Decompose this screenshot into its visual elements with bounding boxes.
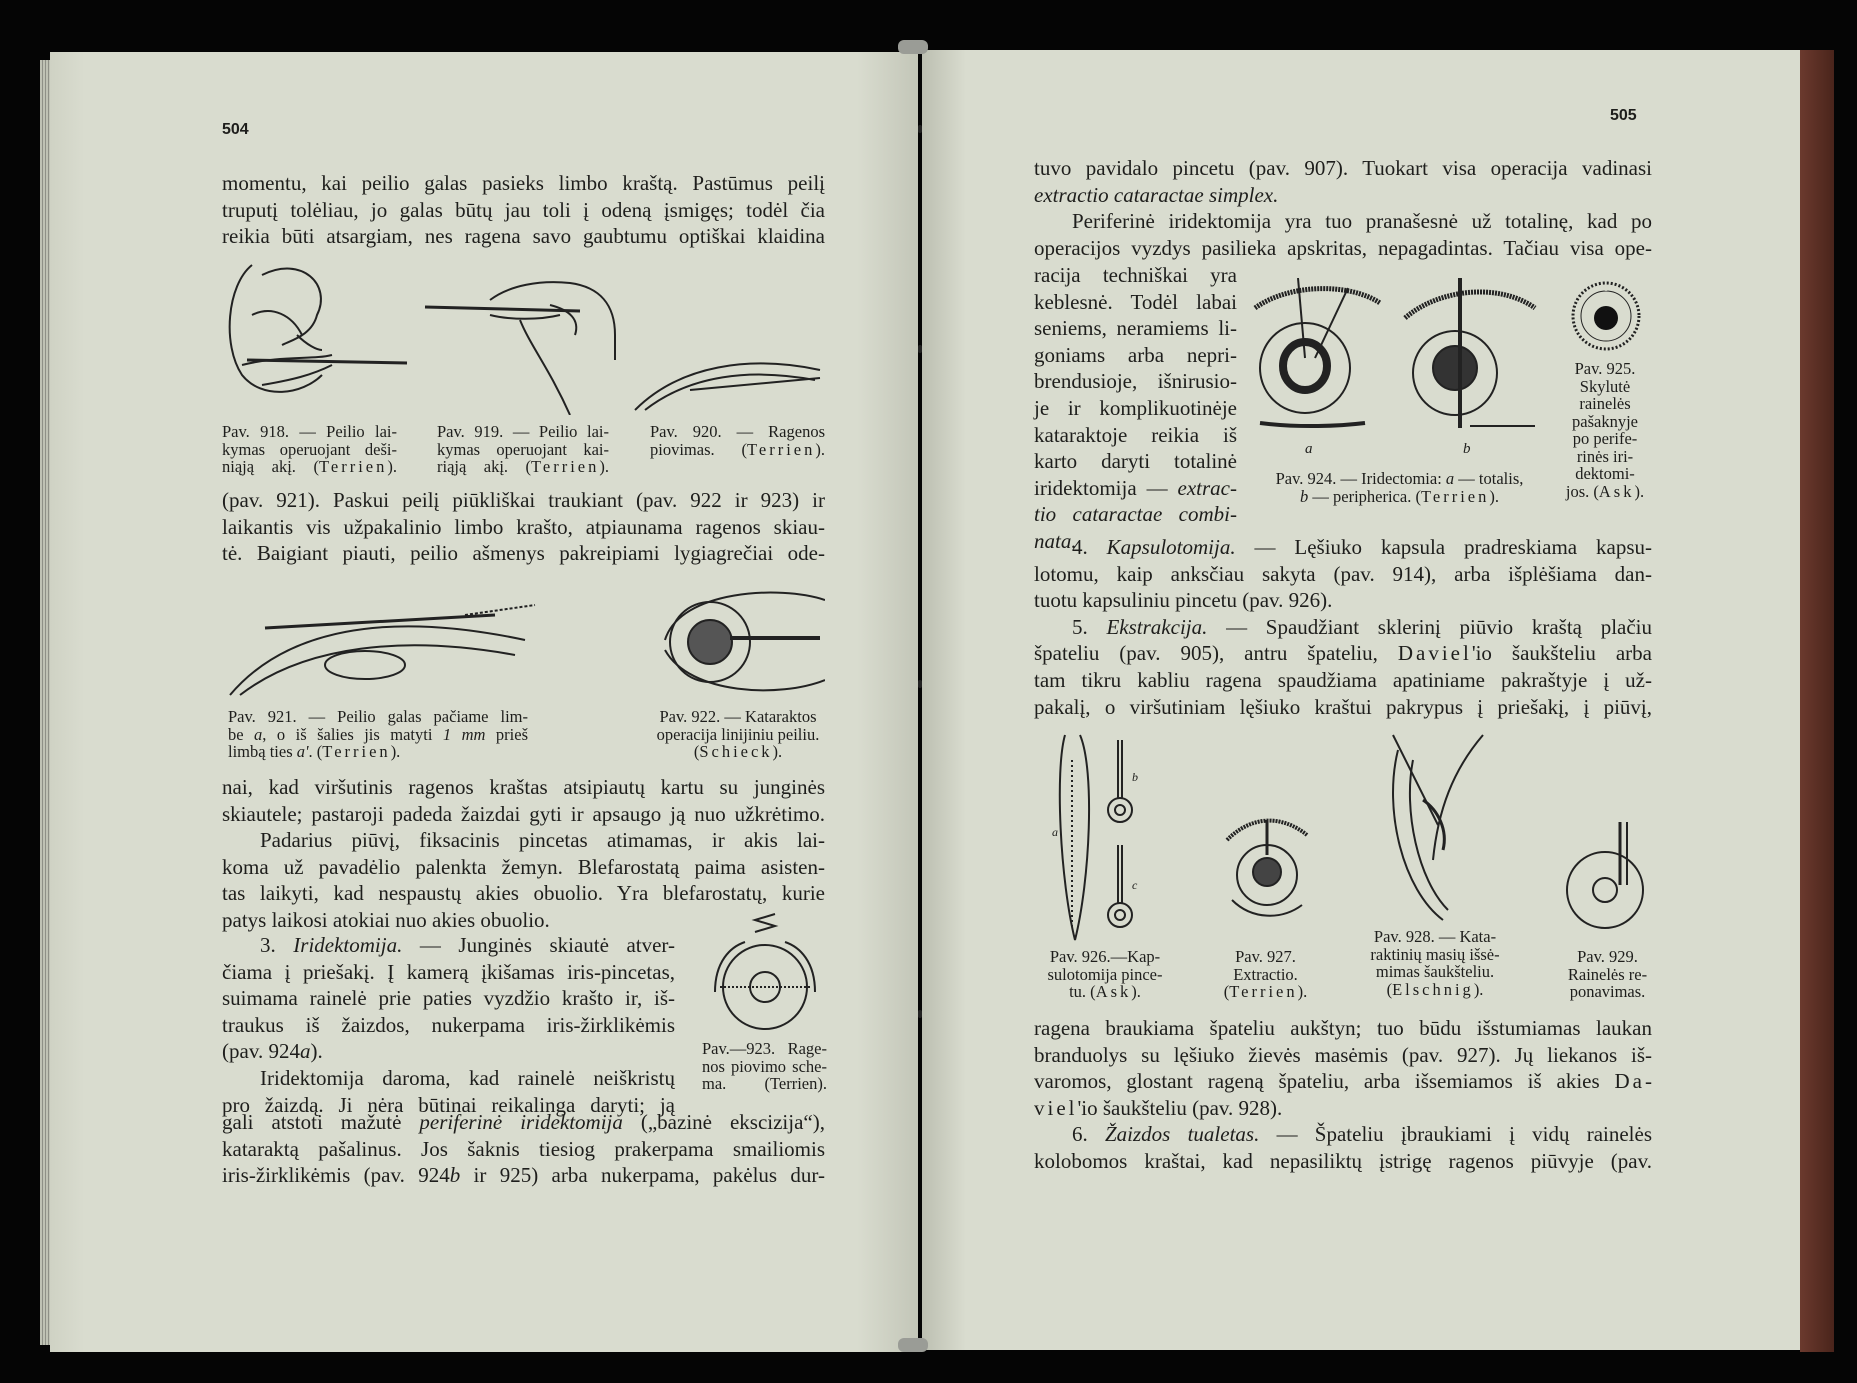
text-segment: ragena braukiama špateliu aukštyn; tuo būdu išstumiamas laukan xyxy=(1034,1016,1652,1040)
subfigure-label: a xyxy=(1305,441,1313,457)
text-line xyxy=(1034,422,1237,449)
text-segment: iridektomija — xyxy=(1034,475,1178,500)
text-line xyxy=(222,774,825,801)
italic-text: extractio cataractae simplex. xyxy=(1034,182,1279,207)
text-segment: tu. ( xyxy=(1069,982,1096,1001)
text-segment: prieš xyxy=(485,724,528,744)
text-line xyxy=(1360,946,1510,964)
caption-fig-928 xyxy=(1360,928,1510,998)
text-segment: Skylutė xyxy=(1579,376,1631,396)
text-segment: — Spaudžiant sklerinį piūvio kraštą plačiu xyxy=(1207,614,1653,639)
caption-fig-918 xyxy=(222,423,397,476)
text-line xyxy=(1034,235,1652,262)
italic-text: a xyxy=(1445,469,1455,488)
text-segment: tas laikyti, kad nespaustų akies obuolio. Yra blefarostatų, kurie xyxy=(222,881,825,906)
italic-text: nata. xyxy=(1034,528,1077,553)
text-segment: sulotomija pince- xyxy=(1047,964,1163,984)
text-segment: 'io šaukšteliu arba xyxy=(1471,641,1652,666)
text-segment: 6. xyxy=(1072,1122,1105,1147)
text-segment: traukus iš žaizdos, nukerpama iris-žirklikėmis xyxy=(222,1012,675,1037)
caption-fig-927 xyxy=(1198,948,1333,1001)
text-segment: racija techniškai yra xyxy=(1034,263,1237,287)
spaced-author-name: Terrien xyxy=(1420,486,1490,506)
text-segment: momentu, kai peilio galas pasieks limbo kraštą. Pastūmus peilį xyxy=(222,171,825,195)
text-line xyxy=(1555,395,1655,413)
subfigure-label: a xyxy=(1052,825,1058,839)
text-segment: (pav. 921). Paskui peilį piūkliškai traukiant (pav. 922 ir 923) ir xyxy=(222,488,825,512)
caption-fig-929 xyxy=(1550,948,1665,1001)
text-segment: tė. Baigiant piauti, peilio ašmenys pakreipiami lygiagrečiai ode- xyxy=(222,541,825,566)
text-segment: Pav. 918. — Peilio lai- xyxy=(222,422,397,441)
text-segment: mimas šaukšteliu. xyxy=(1375,962,1495,981)
text-line xyxy=(1034,1148,1652,1175)
text-segment: goniams arba nepri- xyxy=(1034,342,1237,367)
text-segment: brendusioje, išnirusio- xyxy=(1034,369,1237,394)
paragraph-iridektomija xyxy=(222,932,675,1118)
text-segment: ). xyxy=(1297,982,1308,1001)
text-segment: koma už pavadėlio palenkta žemyn. Blefarostatą paima asisten- xyxy=(222,854,825,879)
text-line xyxy=(1555,413,1655,431)
text-segment: nos piovimo sche- xyxy=(702,1056,827,1076)
paragraph xyxy=(222,170,825,250)
text-line xyxy=(222,932,675,959)
italic-text: Ekstrakcija. xyxy=(1106,614,1208,639)
text-segment: — Špateliu įbraukiami į vidų rainelės xyxy=(1259,1122,1652,1147)
text-segment: ). xyxy=(1131,982,1141,1001)
text-line xyxy=(222,985,675,1012)
text-segment: branduolys su lęšiuko žievės masėmis (pav. 927). Jų liekanos iš- xyxy=(1034,1042,1652,1067)
text-line xyxy=(1555,448,1655,466)
spaced-author-name: viel xyxy=(1034,1095,1078,1120)
text-segment: Iridektomija daroma, kad rainelė neiškristų xyxy=(260,1065,675,1090)
text-line xyxy=(702,1040,827,1058)
text-segment: iris-žirklikėmis (pav. 924 xyxy=(222,1163,450,1188)
text-line xyxy=(222,1136,825,1163)
paragraph xyxy=(222,487,825,567)
text-line xyxy=(1034,182,1652,209)
text-line xyxy=(1034,1121,1652,1148)
text-line xyxy=(228,708,528,726)
italic-text: b xyxy=(449,1163,461,1188)
caption-fig-925 xyxy=(1555,360,1655,500)
text-line xyxy=(222,827,825,854)
text-line xyxy=(222,1038,675,1065)
text-segment: ( xyxy=(1223,982,1230,1001)
figure-928-spoon-removal xyxy=(1383,730,1493,930)
stitch-mark xyxy=(918,345,922,353)
figure-924a-total-iridectomy xyxy=(1250,278,1385,457)
text-segment: riąją akį. ( xyxy=(437,457,531,476)
text-line xyxy=(1034,289,1237,316)
text-line xyxy=(1550,966,1665,984)
text-line xyxy=(648,743,828,761)
paragraph xyxy=(1034,155,1652,261)
text-segment: tuotu kapsuliniu pincetu (pav. 926). xyxy=(1034,588,1333,613)
text-segment: špateliu (pav. 905), antru špateliu, xyxy=(1034,641,1398,666)
figure-924b-peripheral-iridectomy xyxy=(1400,278,1540,457)
text-segment: keblesnė. Todėl labai xyxy=(1034,289,1237,314)
text-segment: Pav. 929. xyxy=(1577,947,1638,966)
text-line xyxy=(1034,1068,1652,1095)
text-line xyxy=(1034,342,1237,369)
text-segment: ir 925) arba nukerpama, pakėlus dur- xyxy=(460,1163,825,1188)
text-segment: 4. xyxy=(1072,535,1107,559)
text-segment: Pav. 924. — Iridectomia: xyxy=(1275,469,1446,488)
paragraph xyxy=(1034,1015,1652,1175)
text-segment: pašaknyje xyxy=(1572,411,1638,431)
text-line xyxy=(1034,1042,1652,1069)
text-segment: Pav. 920. — Ragenos xyxy=(650,422,825,441)
text-segment: tam tikru kabliu ragena spaudžiama apatiniame pakraštyje į už- xyxy=(1034,667,1652,692)
subfigure-label: b xyxy=(1132,770,1138,784)
text-line xyxy=(1040,948,1170,966)
text-segment: - xyxy=(1645,1069,1652,1094)
text-line xyxy=(702,1058,827,1076)
text-line xyxy=(1198,966,1333,984)
text-line xyxy=(437,458,609,476)
figure-919-hand-holding-knife xyxy=(420,275,620,415)
text-line xyxy=(1360,981,1510,999)
text-segment: raktinių masių išsė- xyxy=(1370,944,1500,964)
text-segment: — peripherica. ( xyxy=(1308,486,1421,506)
text-line xyxy=(222,197,825,224)
text-segment: limbą ties xyxy=(228,742,297,761)
text-line xyxy=(222,854,825,881)
text-segment: Pav. 919. — Peilio lai- xyxy=(437,422,609,441)
text-segment: truputį tolėliau, jo galas būtų jau toli į odeną įsmigęs; todėl čia xyxy=(222,197,825,222)
text-segment: patys laikosi atokiai nuo akies obuolio. xyxy=(222,907,550,932)
italic-text: a xyxy=(254,724,263,744)
caption-fig-921 xyxy=(228,708,528,761)
text-line xyxy=(1034,614,1652,641)
text-line xyxy=(222,1065,675,1092)
italic-text: Iridektomija. xyxy=(293,933,403,957)
italic-text: Kapsulotomija. xyxy=(1106,535,1236,559)
spaced-author-name: Terrien xyxy=(530,457,600,476)
text-segment: — Lęšiuko kapsula pradreskiama kapsu- xyxy=(1235,535,1652,559)
text-segment: („bazinė ekscizija“), xyxy=(622,1110,825,1134)
text-segment: ( xyxy=(693,742,700,761)
text-line xyxy=(437,441,609,459)
text-segment: ). xyxy=(815,439,825,459)
text-line xyxy=(1040,983,1170,1001)
page-number: 504 xyxy=(222,121,249,138)
text-line xyxy=(222,959,675,986)
text-segment: ). xyxy=(310,1039,323,1064)
text-segment: operacija linijiniu peiliu. xyxy=(656,724,820,744)
figure-926-capsule-forceps xyxy=(1050,730,1140,945)
page-number: 505 xyxy=(1610,107,1637,124)
text-segment: be xyxy=(228,724,255,744)
text-segment: Pav.—923. Rage- xyxy=(702,1039,827,1058)
text-segment: 5. xyxy=(1072,614,1107,639)
italic-text: Žaizdos tualetas. xyxy=(1104,1122,1260,1147)
text-line xyxy=(222,801,825,828)
text-line xyxy=(1360,928,1510,946)
text-segment: ). xyxy=(599,457,609,476)
text-segment: Rainelės re- xyxy=(1567,964,1648,984)
text-line xyxy=(1198,983,1333,1001)
caption-fig-924 xyxy=(1252,470,1547,505)
paragraph-narrow xyxy=(1034,262,1237,555)
caption-fig-926 xyxy=(1040,948,1170,1001)
figure-918-hand-holding-knife xyxy=(222,255,412,415)
text-segment: (pav. 924 xyxy=(222,1039,300,1064)
text-segment: reikia būti atsargiam, nes ragena savo gaubtumu optiškai klaidina xyxy=(222,224,825,249)
spaced-author-name: Terrien xyxy=(746,439,816,459)
text-line xyxy=(1252,470,1547,488)
stitch-mark xyxy=(918,125,922,133)
text-line xyxy=(222,1109,825,1136)
text-segment: — totalis, xyxy=(1454,469,1524,488)
text-line xyxy=(650,441,825,459)
text-line xyxy=(1555,430,1655,448)
spaced-author-name: Schieck xyxy=(699,742,773,761)
subfigure-label: c xyxy=(1132,878,1138,892)
spaced-author-name: Ask xyxy=(1598,481,1635,501)
text-segment: Pav. 926.—Kap- xyxy=(1049,947,1161,966)
text-line xyxy=(648,708,828,726)
text-line xyxy=(1550,948,1665,966)
binding-clip-bottom xyxy=(898,1338,928,1352)
text-segment: Pav. 921. — Peilio galas pačiame lim- xyxy=(228,707,528,726)
figure-921-knife-in-limbus xyxy=(225,590,545,700)
spaced-author-name: Terrien xyxy=(322,742,391,761)
text-line xyxy=(1040,966,1170,984)
text-segment: ponavimas. xyxy=(1569,982,1646,1001)
text-segment: 'io šaukšteliu (pav. 928). xyxy=(1077,1095,1283,1120)
paragraph xyxy=(1034,534,1652,720)
text-line xyxy=(702,1075,827,1093)
figure-929-iris-reposition xyxy=(1565,820,1655,935)
binding-clip-top xyxy=(898,40,928,54)
text-segment: je ir komplikuotinėje xyxy=(1034,395,1237,420)
text-line xyxy=(1360,963,1510,981)
italic-text: b xyxy=(1300,486,1309,506)
figure-925-iris-hole xyxy=(1570,280,1642,352)
book-cover-edge xyxy=(1800,50,1834,1352)
text-segment: ). xyxy=(1473,979,1484,999)
text-line xyxy=(1034,395,1237,422)
text-segment: dektomi- xyxy=(1575,464,1635,483)
text-line xyxy=(1034,640,1652,667)
text-line xyxy=(1034,534,1652,561)
text-segment: Pav. 925. xyxy=(1574,359,1636,378)
text-segment: piovimas. ( xyxy=(650,439,747,459)
text-segment: operacijos vyzdys pasilieka apskritas, nepagadintas. Tačiau visa ope- xyxy=(1034,235,1652,260)
text-line xyxy=(1555,465,1655,483)
text-segment: Pav. 928. — Kata- xyxy=(1373,927,1497,946)
text-line xyxy=(222,487,825,514)
text-segment: 3. xyxy=(260,933,294,957)
text-line xyxy=(1034,448,1237,475)
text-line xyxy=(1034,262,1237,289)
text-line xyxy=(222,223,825,250)
text-segment: kymas operuojant kai- xyxy=(437,439,609,459)
figure-920-cornea-cut xyxy=(630,350,825,415)
spaced-author-name: Terrien xyxy=(1229,982,1298,1001)
text-line xyxy=(228,743,528,761)
stitch-mark xyxy=(918,680,922,688)
text-line xyxy=(1034,1015,1652,1042)
spaced-author-name: Daviel xyxy=(1397,641,1472,666)
text-line xyxy=(1550,983,1665,1001)
spaced-author-name: Elschnig xyxy=(1392,979,1474,999)
text-segment: kolobomos kraštai, kad nepasiliktų įstrigę ragenos piūvyje (pav. xyxy=(1034,1148,1652,1173)
text-segment: ). xyxy=(772,742,783,761)
spaced-author-name: Da xyxy=(1614,1069,1645,1094)
caption-fig-922 xyxy=(648,708,828,761)
paragraph xyxy=(222,1109,825,1189)
text-segment: niąją akį. ( xyxy=(222,457,319,476)
figure-923-cornea-cut-scheme xyxy=(700,912,830,1037)
text-line xyxy=(222,880,825,907)
text-segment: pro žaizdą. Ji nėra būtinai reikalinga daryti; ją xyxy=(222,1092,675,1117)
text-segment: rainelės xyxy=(1579,394,1631,413)
italic-text: 1 mm xyxy=(442,724,486,744)
italic-text: periferinė iridektomija xyxy=(419,1110,623,1134)
text-segment: ). xyxy=(387,457,397,476)
text-segment: Extractio. xyxy=(1233,964,1298,984)
text-line xyxy=(1555,378,1655,396)
subfigure-label: b xyxy=(1463,441,1471,457)
text-line xyxy=(222,514,825,541)
spaced-author-name: Terrien xyxy=(318,457,388,476)
stitch-mark xyxy=(918,1010,922,1018)
text-line xyxy=(222,170,825,197)
text-line xyxy=(1034,587,1652,614)
text-line xyxy=(1198,948,1333,966)
text-segment: , o iš šalies jis matyti xyxy=(262,724,443,744)
caption-fig-919 xyxy=(437,423,609,476)
text-segment: Periferinė iridektomija yra tuo pranašesnė už totalinę, kad po xyxy=(1072,209,1652,234)
text-segment: Pav. 927. xyxy=(1235,947,1296,966)
text-line xyxy=(437,423,609,441)
text-line xyxy=(1034,561,1652,588)
text-segment: ). xyxy=(1634,481,1645,501)
text-segment: ma. (Terrien). xyxy=(702,1074,827,1093)
text-segment: rinės iri- xyxy=(1576,446,1634,466)
text-segment: pakalį, o viršutiniam lęšiuko kraštui pakrypus į priešakį, į piūvį, xyxy=(1034,694,1652,719)
text-segment: laikantis vis užpakalinio limbo krašto, atpiaunama ragenos skiau- xyxy=(222,514,825,539)
text-line xyxy=(1034,208,1652,235)
text-segment: Pav. 922. — Kataraktos xyxy=(659,707,817,726)
figure-927-extraction xyxy=(1222,810,1312,935)
italic-text: tio cataractae combi- xyxy=(1034,502,1237,527)
text-line xyxy=(1555,360,1655,378)
text-line xyxy=(222,441,397,459)
text-line xyxy=(650,423,825,441)
text-line xyxy=(1034,368,1237,395)
text-segment: ( xyxy=(1386,979,1393,999)
italic-text: extrac- xyxy=(1177,475,1237,500)
text-line xyxy=(222,1012,675,1039)
text-segment: ). xyxy=(1489,486,1499,506)
text-line xyxy=(1034,155,1652,182)
text-segment: lotomu, kaip anksčiau sakyta (pav. 914), arba išplėšiama dan- xyxy=(1034,561,1652,586)
italic-text: a' xyxy=(296,742,309,761)
text-line xyxy=(228,726,528,744)
text-line xyxy=(1034,501,1237,528)
text-line xyxy=(1555,483,1655,501)
text-line xyxy=(222,540,825,567)
spaced-author-name: Ask xyxy=(1095,982,1132,1001)
text-line xyxy=(1034,667,1652,694)
text-segment: tuvo pavidalo pincetu (pav. 907). Tuokart visa operacija vadinasi xyxy=(1034,156,1652,180)
text-segment: skiautele; pastaroji padeda žaizdai gyti ir apsaugo ją nuo užkrėtimo. xyxy=(222,801,825,826)
figure-922-cataract-operation xyxy=(660,580,825,700)
text-segment: nai, kad viršutinis ragenos kraštas atsipiautų kartu su junginės xyxy=(222,775,825,799)
text-segment: kataraktoje reikia iš xyxy=(1034,422,1237,447)
caption-fig-920 xyxy=(650,423,825,458)
text-segment: po perife- xyxy=(1572,429,1638,448)
text-segment: čiama į priešakį. Į kamerą įkišamas iris-pincetas, xyxy=(222,959,675,984)
text-segment: karto daryti totalinė xyxy=(1034,449,1237,474)
text-segment: gali atstoti mažutė xyxy=(222,1110,420,1134)
text-segment: ). xyxy=(390,742,401,761)
text-segment: . ( xyxy=(308,742,323,761)
paragraph xyxy=(222,774,825,934)
text-line xyxy=(1252,488,1547,506)
text-segment: Padarius piūvį, fiksacinis pincetas atimamas, ir akis lai- xyxy=(260,828,825,853)
text-segment: kymas operuojant deši- xyxy=(222,439,397,459)
text-segment: — Junginės skiautė atver- xyxy=(402,933,675,957)
text-segment: seniems, neramiems li- xyxy=(1034,316,1237,341)
text-line xyxy=(1034,475,1237,502)
text-line xyxy=(222,458,397,476)
text-segment: varomos, glostant rageną špateliu, arba išsemiamos iš akies xyxy=(1034,1069,1615,1094)
italic-text: a xyxy=(299,1039,311,1064)
text-line xyxy=(222,423,397,441)
text-segment: jos. ( xyxy=(1565,481,1599,501)
text-line xyxy=(222,1162,825,1189)
text-line xyxy=(648,726,828,744)
text-segment: kataraktą pašalinus. Jos šaknis tiesiog prakerpama smailiomis xyxy=(222,1136,825,1161)
text-line xyxy=(1034,694,1652,721)
text-segment: suimama rainelė prie paties vyzdžio krašto ir, iš- xyxy=(222,986,675,1011)
text-line xyxy=(1034,1095,1652,1122)
caption-fig-923 xyxy=(702,1040,827,1093)
text-line xyxy=(1034,315,1237,342)
